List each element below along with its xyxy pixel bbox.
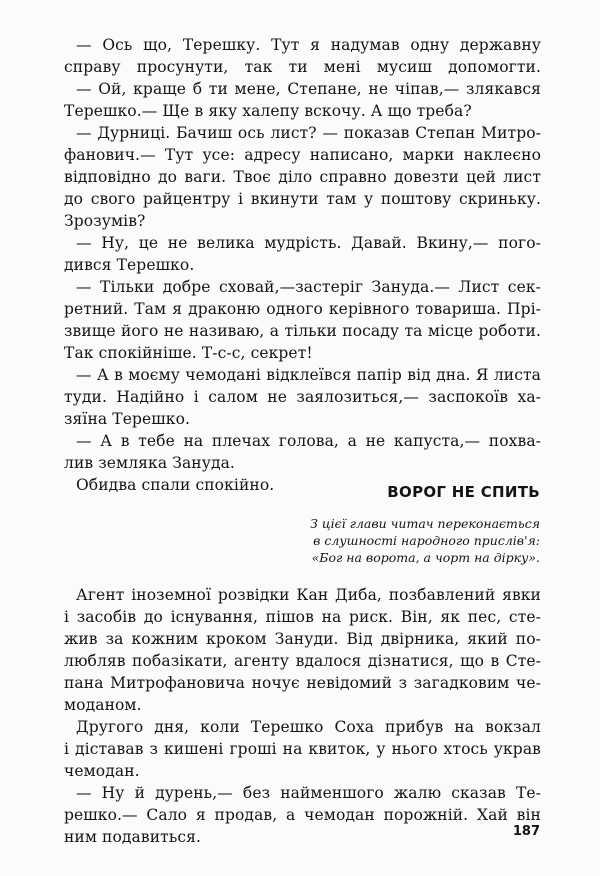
text-line: — Ну й дурень,— без найменшого жалю сказав Те- [76, 784, 541, 802]
chapter-heading: ВОРОГ НЕ СПИТЬ [387, 483, 540, 501]
text-line: туди. Надійно і салом не заялозиться,— заспокоїв ха- [64, 388, 541, 406]
text-line: любляв побазікати, агенту вдалося дізнатися, що в Сте- [64, 652, 541, 670]
text-line: Обидва спали спокійно. [76, 476, 275, 494]
text-line: ним подавиться. [64, 828, 202, 846]
text-line: дився Терешко. [64, 256, 195, 274]
text-line: жив за кожним кроком Зануди. Від двірника, який по- [64, 630, 541, 648]
text-line: ретний. Там я драконю одного керівного товариша. Прі- [64, 300, 541, 318]
text-line: зяїна Терешко. [64, 410, 191, 428]
text-line: — А в моєму чемодані відклеївся папір від дна. Я листа [76, 366, 541, 384]
text-line: — А в тебе на плечах голова, а не капуста,— похва- [76, 432, 541, 450]
text-line: і засобів до існування, пішов на риск. Він, як пес, сте- [64, 608, 541, 626]
text-line: справу просунути, так ти мені мусиш допомогти. [64, 58, 541, 76]
text-line: — Тільки добре сховай,—застеріг Зануда.— Лист сек- [76, 278, 541, 296]
text-line: і діставав з кишені гроші на квиток, у нього хтось украв [64, 740, 541, 758]
text-line: моданом. [64, 696, 142, 714]
page-number: 187 [512, 824, 540, 839]
epigraph-line: З цієї глави читач переконається [310, 516, 540, 531]
text-line: решко.— Сало я продав, а чемодан порожній. Хай він [64, 806, 541, 824]
text-line: відповідно до ваги. Твоє діло справно довезти цей лист [64, 168, 541, 186]
text-line: — Ой, краще б ти мене, Степане, не чіпав,— злякався [76, 80, 541, 98]
text-line: — Ну, це не велика мудрість. Давай. Вкину,— пого- [76, 234, 541, 252]
epigraph-line: «Бог на ворота, а чорт на дірку». [311, 550, 540, 565]
text-line: чемодан. [64, 762, 140, 780]
text-line: Другого дня, коли Терешко Соха прибув на вокзал [76, 718, 541, 736]
text-line: лив земляка Зануда. [64, 454, 235, 472]
text-line: Агент іноземної розвідки Кан Диба, позбавлений явки [76, 586, 541, 604]
text-line: звище його не називаю, а тільки посаду та місце роботи. [64, 322, 541, 340]
text-line: — Ось що, Терешку. Тут я надумав одну державну [76, 36, 541, 54]
text-line: до свого райцентру і вкинути там у поштову скриньку. [64, 190, 541, 208]
text-line: фанович.— Тут усе: адресу написано, марки наклеєно [64, 146, 541, 164]
text-line: Так спокійніше. Т-с-с, секрет! [64, 344, 313, 362]
text-line: Терешко.— Ще в яку халепу вскочу. А що треба? [64, 102, 472, 120]
epigraph-line: в слушності народного прислів'я: [313, 533, 540, 548]
text-line: Зрозумів? [64, 212, 146, 230]
text-line: пана Митрофановича ночує невідомий з загадковим че- [64, 674, 541, 692]
text-line: — Дурниці. Бачиш ось лист? — показав Степан Митро- [76, 124, 541, 142]
